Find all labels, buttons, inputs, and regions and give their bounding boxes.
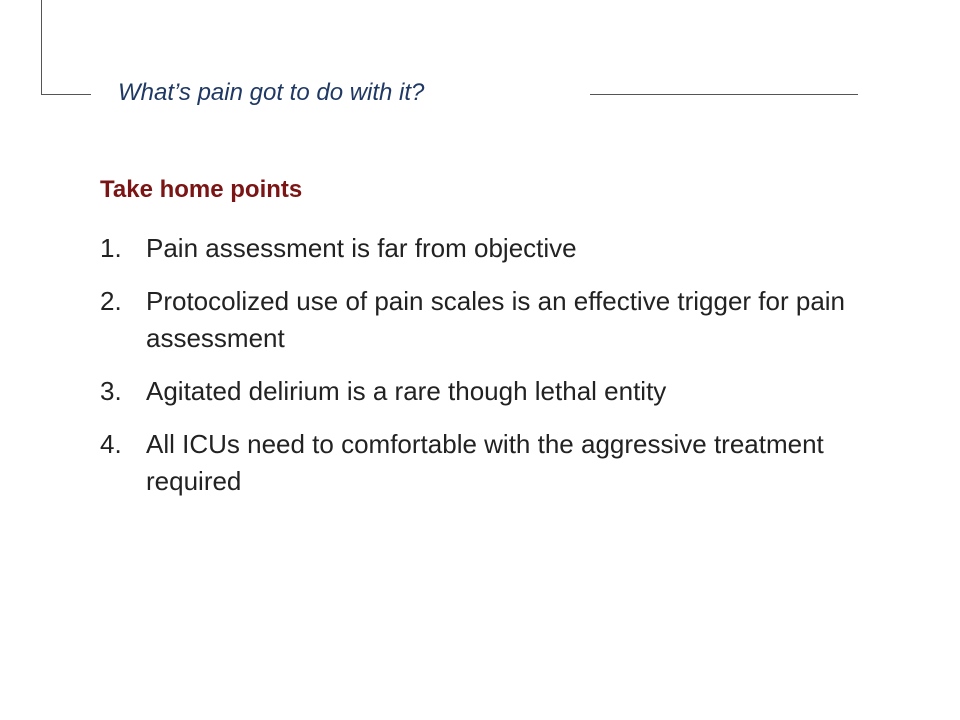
- list-item-number: 3.: [100, 376, 122, 406]
- list-item-number: 2.: [100, 286, 122, 316]
- list-item-text: All ICUs need to comfortable with the aggressive treatment required: [146, 429, 824, 496]
- list-item-number: 1.: [100, 233, 122, 263]
- list-item-number: 4.: [100, 429, 122, 459]
- list-item: [100, 426, 900, 500]
- list-item-text: Pain assessment is far from objective: [146, 233, 577, 263]
- frame-vertical-line: [41, 0, 42, 95]
- list-item: [100, 283, 900, 357]
- take-home-points-list: [100, 230, 900, 516]
- frame-horizontal-line-left: [41, 94, 91, 95]
- list-item-text: Protocolized use of pain scales is an effective trigger for pain assessment: [146, 286, 846, 353]
- list-item: [100, 230, 900, 267]
- list-item-text: Agitated delirium is a rare though lethal entity: [146, 376, 667, 406]
- frame-horizontal-line-right: [590, 94, 858, 95]
- section-heading: Take home points: [100, 176, 303, 203]
- slide-title: What’s pain got to do with it?: [118, 79, 425, 106]
- list-item: [100, 373, 900, 410]
